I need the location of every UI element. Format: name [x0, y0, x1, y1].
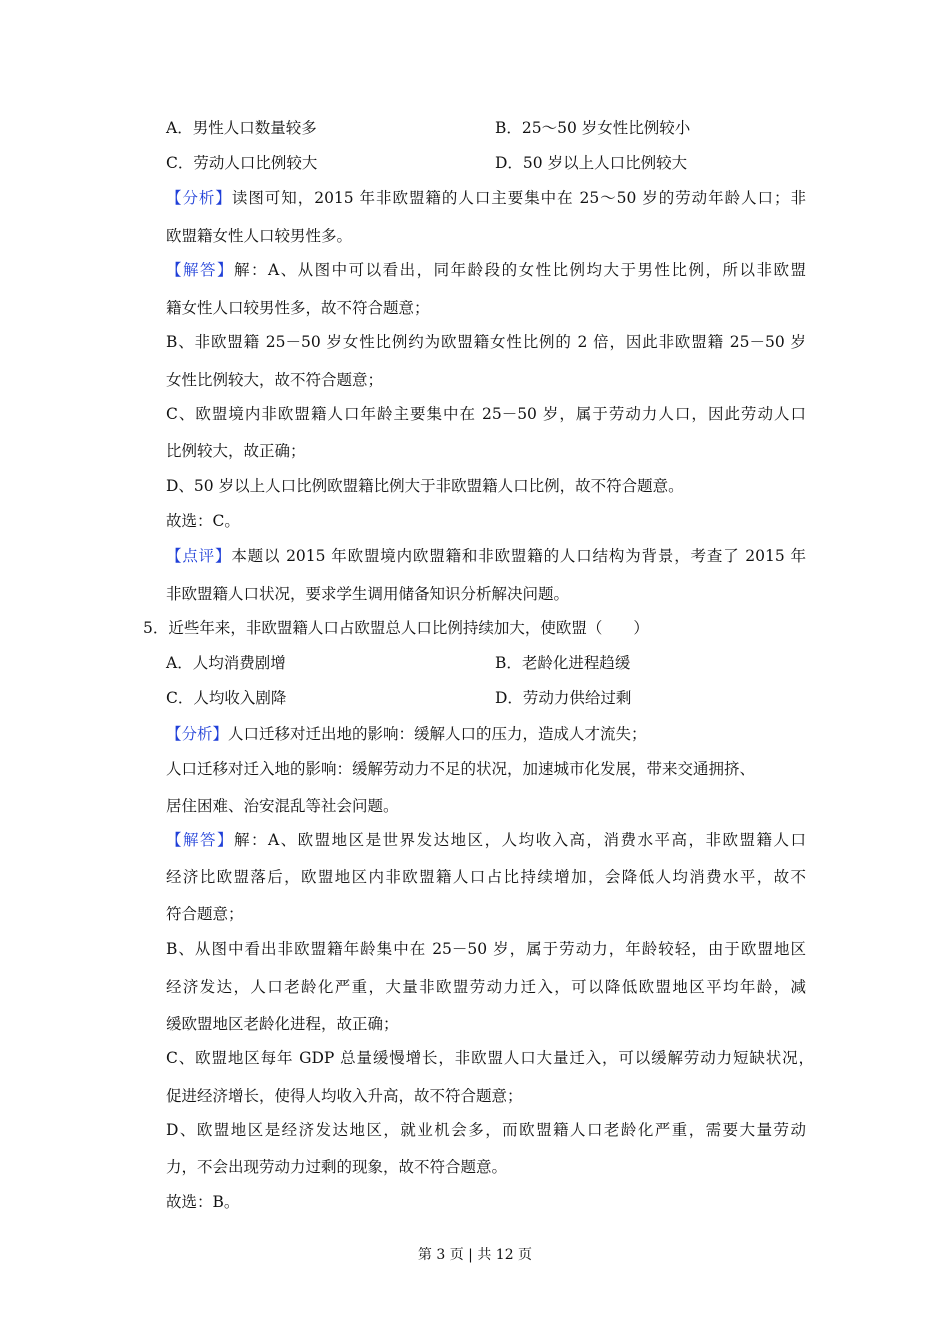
q4-option-a: A．男性人口数量较多: [166, 119, 317, 137]
q5-option-d: D．劳动力供给过剩: [495, 689, 632, 707]
q4-comment-line: 非欧盟籍人口状况，要求学生调用储备知识分析解决问题。: [166, 585, 570, 603]
answer-tag: 【解答】: [166, 831, 234, 849]
q4-option-d: D．50 岁以上人口比例较大: [495, 154, 688, 172]
q5-option-a: A．人均消费剧增: [166, 654, 286, 672]
q4-answer-line: 【解答】解：A、从图中可以看出，同年龄段的女性比例均大于男性比例，所以非欧盟: [166, 261, 806, 279]
analysis-tag: 【分析】: [166, 725, 229, 743]
q5-answer-line: 经济比欧盟落后，欧盟地区内非欧盟籍人口占比持续增加，会降低人均消费水平，故不: [166, 868, 806, 886]
comment-tag: 【点评】: [166, 547, 232, 565]
q5-answer-line: 力，不会出现劳动力过剩的现象，故不符合题意。: [166, 1158, 508, 1176]
q4-comment-line: 【点评】本题以 2015 年欧盟境内欧盟籍和非欧盟籍的人口结构为背景，考查了 2015 年: [166, 547, 806, 565]
q4-option-b: B．25～50 岁女性比例较小: [495, 119, 691, 137]
q5-stem: 5．近些年来，非欧盟籍人口占欧盟总人口比例持续加大，使欧盟（ ）: [143, 619, 649, 637]
analysis-tag: 【分析】: [166, 189, 232, 207]
q5-answer-choice: 故选：B。: [166, 1193, 240, 1211]
q5-analysis-line: 【分析】人口迁移对迁出地的影响：缓解人口的压力，造成人才流失；: [166, 725, 647, 743]
q4-analysis-line: 欧盟籍女性人口较男性多。: [166, 227, 353, 245]
page-footer: 第 3 页 | 共 12 页: [417, 1247, 533, 1263]
q5-answer-line: 促进经济增长，使得人均收入升高，故不符合题意；: [166, 1087, 523, 1105]
q5-option-b: B．老龄化进程趋缓: [495, 654, 631, 672]
q4-option-c: C．劳动人口比例较大: [166, 154, 318, 172]
q4-answer-line: D、50 岁以上人口比例欧盟籍比例大于非欧盟籍人口比例，故不符合题意。: [166, 477, 684, 495]
q5-analysis-line: 居住困难、治安混乱等社会问题。: [166, 797, 399, 815]
q5-answer-line: D、欧盟地区是经济发达地区，就业机会多，而欧盟籍人口老龄化严重，需要大量劳动: [166, 1121, 806, 1139]
q4-answer-line: 籍女性人口较男性多，故不符合题意；: [166, 299, 430, 317]
answer-tag: 【解答】: [166, 261, 234, 279]
q4-analysis-line: 【分析】读图可知，2015 年非欧盟籍的人口主要集中在 25～50 岁的劳动年龄人口；非: [166, 189, 806, 207]
q4-answer-choice: 故选：C。: [166, 512, 240, 530]
q4-answer-line: 女性比例较大，故不符合题意；: [166, 371, 384, 389]
q5-answer-line: B、从图中看出非欧盟籍年龄集中在 25－50 岁，属于劳动力，年龄较轻，由于欧盟地区: [166, 940, 806, 958]
q4-answer-line: 比例较大，故正确；: [166, 442, 306, 460]
q5-answer-line: 符合题意；: [166, 905, 244, 923]
q5-option-c: C．人均收入剧降: [166, 689, 287, 707]
q5-answer-line: 缓欧盟地区老龄化进程，故正确；: [166, 1015, 399, 1033]
q5-answer-line: 经济发达，人口老龄化严重，大量非欧盟劳动力迁入，可以降低欧盟地区平均年龄，减: [166, 978, 806, 996]
q4-answer-line: C、欧盟境内非欧盟籍人口年龄主要集中在 25－50 岁，属于劳动力人口，因此劳动人口: [166, 405, 806, 423]
q5-answer-line: C、欧盟地区每年 GDP 总量缓慢增长，非欧盟人口大量迁入，可以缓解劳动力短缺状况，: [166, 1049, 814, 1067]
q5-analysis-line: 人口迁移对迁入地的影响：缓解劳动力不足的状况，加速城市化发展，带来交通拥挤、: [166, 760, 756, 778]
q4-answer-line: B、非欧盟籍 25－50 岁女性比例约为欧盟籍女性比例的 2 倍，因此非欧盟籍 25－50 岁: [166, 333, 806, 351]
q5-answer-line: 【解答】解：A、欧盟地区是世界发达地区，人均收入高，消费水平高，非欧盟籍人口: [166, 831, 806, 849]
